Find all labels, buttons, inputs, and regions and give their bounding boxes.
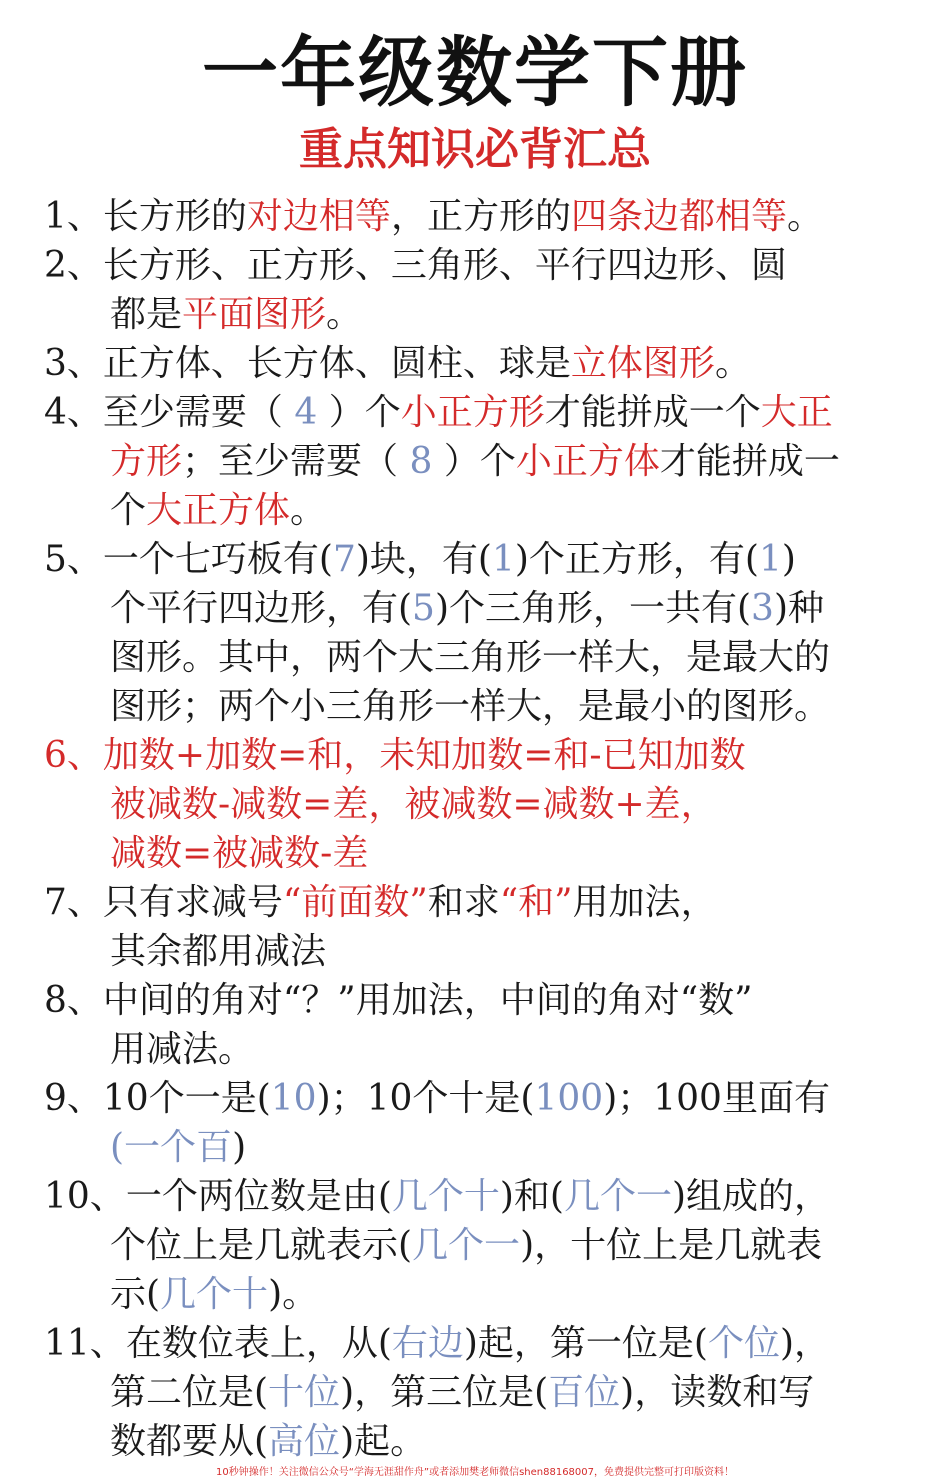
item-text: )起，第一位是( xyxy=(463,1323,708,1364)
item-text: 在数位表上，从( xyxy=(125,1323,392,1364)
item-line xyxy=(0,1123,950,1172)
item-text: 其余都用减法 xyxy=(110,931,327,972)
knowledge-item xyxy=(0,192,950,241)
item-text: )块，有( xyxy=(355,539,492,580)
highlight-text: 大正 xyxy=(760,392,833,433)
item-text: )种 xyxy=(773,588,824,629)
highlight-text: 对边相等 xyxy=(246,196,391,237)
highlight-text: “和” xyxy=(499,882,573,923)
page-subtitle: 重点知识必背汇总 xyxy=(299,124,651,175)
answer-text: 高位 xyxy=(268,1421,341,1462)
item-text: )，第三位是( xyxy=(340,1372,549,1413)
item-line xyxy=(0,731,950,780)
item-text: ）个 xyxy=(317,392,401,433)
item-number: 4、 xyxy=(44,392,103,433)
item-text: 一个七巧板有( xyxy=(102,539,333,580)
item-text: 正方体、长方体、圆柱、球是 xyxy=(102,343,571,384)
item-text: 中间的角对“？”用加法，中间的角对“数” xyxy=(102,980,753,1021)
item-number: 2、 xyxy=(44,245,103,286)
item-line xyxy=(0,976,950,1025)
item-number: 11、 xyxy=(44,1323,126,1364)
item-text: 才能拼成一个 xyxy=(544,392,761,433)
footer-note: 10秒钟操作！关注微信公众号“学海无涯甜作舟”或者添加樊老师微信shen88168007，免费提供完整可打印版资料！ xyxy=(215,1467,735,1478)
item-line xyxy=(0,241,950,290)
item-text: ，正方形的 xyxy=(390,196,571,237)
item-line xyxy=(0,1270,950,1319)
item-number: 5、 xyxy=(44,539,103,580)
item-text: 减数=被减数-差 xyxy=(110,833,369,874)
item-text: 用减法。 xyxy=(110,1029,255,1070)
highlight-text: “前面数” xyxy=(282,882,428,923)
highlight-text: 小正方形 xyxy=(400,392,545,433)
item-text: ) xyxy=(232,1127,247,1168)
item-text: 只有求减号 xyxy=(102,882,283,923)
item-text: 加数+加数=和，未知加数=和-已知加数 xyxy=(102,735,746,776)
knowledge-item xyxy=(0,1074,950,1172)
page-title: 一年级数学下册 xyxy=(202,28,748,117)
item-text: 图形。其中，两个大三角形一样大，是最大的 xyxy=(110,637,831,678)
item-text: )，读数和写 xyxy=(620,1372,815,1413)
item-text: 才能拼成一 xyxy=(659,441,840,482)
answer-text: 1 xyxy=(758,539,782,580)
knowledge-item xyxy=(0,878,950,976)
answer-text: 十位 xyxy=(268,1372,341,1413)
item-line xyxy=(0,339,950,388)
knowledge-item xyxy=(0,241,950,339)
item-number: 3、 xyxy=(44,343,103,384)
item-text: 第二位是( xyxy=(110,1372,269,1413)
item-number: 7、 xyxy=(44,882,103,923)
item-line xyxy=(0,829,950,878)
item-line xyxy=(0,1221,950,1270)
item-text: 被减数-减数=差，被减数=减数+差， xyxy=(110,784,717,825)
item-text: )组成的， xyxy=(671,1176,831,1217)
knowledge-item xyxy=(0,1319,950,1466)
item-line xyxy=(0,1417,950,1466)
item-text: 个位上是几就表示( xyxy=(110,1225,413,1266)
item-text: 一个两位数是由( xyxy=(125,1176,392,1217)
knowledge-item xyxy=(0,339,950,388)
highlight-text: 小正方体 xyxy=(515,441,660,482)
answer-text: 几个十 xyxy=(391,1176,500,1217)
item-text: 。 xyxy=(326,294,363,335)
item-text: )个三角形，一共有( xyxy=(434,588,752,629)
answer-text: 几个一 xyxy=(563,1176,672,1217)
answer-text: 5 xyxy=(412,588,435,629)
item-line xyxy=(0,1074,950,1123)
answer-text: 百位 xyxy=(548,1372,621,1413)
item-text: 长方形、正方形、三角形、平行四边形、圆 xyxy=(102,245,787,286)
item-number: 9、 xyxy=(44,1078,103,1119)
item-line xyxy=(0,290,950,339)
answer-text: 10 xyxy=(270,1078,317,1119)
item-text: 长方形的 xyxy=(102,196,247,237)
item-text: 图形；两个小三角形一样大，是最小的图形。 xyxy=(110,686,831,727)
item-text: ；至少需要（ xyxy=(182,441,410,482)
answer-text: 几个一 xyxy=(412,1225,521,1266)
item-text: 。 xyxy=(714,343,751,384)
item-line xyxy=(0,780,950,829)
item-number: 6、 xyxy=(44,735,103,776)
item-text: 和求 xyxy=(427,882,500,923)
item-line xyxy=(0,878,950,927)
answer-text: 1 xyxy=(491,539,515,580)
item-number: 10、 xyxy=(44,1176,126,1217)
item-number: 8、 xyxy=(44,980,103,1021)
item-line xyxy=(0,633,950,682)
item-line xyxy=(0,682,950,731)
item-text: )个正方形，有( xyxy=(514,539,759,580)
knowledge-list xyxy=(0,192,950,1466)
answer-text: 3 xyxy=(751,588,774,629)
answer-text: 个位 xyxy=(707,1323,780,1364)
highlight-text: 四条边都相等 xyxy=(570,196,787,237)
item-line xyxy=(0,388,950,437)
highlight-text: 立体图形 xyxy=(570,343,715,384)
item-text: 都是 xyxy=(110,294,183,335)
item-line xyxy=(0,535,950,584)
knowledge-item xyxy=(0,388,950,535)
item-text: )；100里面有 xyxy=(603,1078,830,1119)
item-line xyxy=(0,927,950,976)
answer-text: 7 xyxy=(332,539,356,580)
item-text: 至少需要（ xyxy=(102,392,295,433)
highlight-text: 大正方体 xyxy=(146,490,291,531)
item-text: )， xyxy=(779,1323,831,1364)
item-text: )；10个十是( xyxy=(316,1078,535,1119)
answer-text: 几个十 xyxy=(160,1274,269,1315)
item-line xyxy=(0,1172,950,1221)
answer-text: 8 xyxy=(409,441,433,482)
knowledge-item xyxy=(0,976,950,1074)
item-line xyxy=(0,1368,950,1417)
item-text: )起。 xyxy=(340,1421,427,1462)
item-text: )。 xyxy=(268,1274,319,1315)
answer-text: 4 xyxy=(294,392,318,433)
item-text: 用加法， xyxy=(572,882,717,923)
item-text: 示( xyxy=(110,1274,161,1315)
answer-text: 100 xyxy=(534,1078,604,1119)
item-text: )和( xyxy=(499,1176,564,1217)
item-line xyxy=(0,437,950,486)
highlight-text: 平面图形 xyxy=(182,294,327,335)
answer-text: ( xyxy=(110,1127,125,1168)
knowledge-item xyxy=(0,731,950,878)
item-number: 1、 xyxy=(44,196,103,237)
answer-text: 右边 xyxy=(391,1323,464,1364)
knowledge-item xyxy=(0,1172,950,1319)
item-line xyxy=(0,584,950,633)
item-line xyxy=(0,1025,950,1074)
item-text: 个平行四边形，有( xyxy=(110,588,413,629)
highlight-text: 方形 xyxy=(110,441,183,482)
item-line xyxy=(0,486,950,535)
item-text: ) xyxy=(781,539,796,580)
item-text: ）个 xyxy=(432,441,516,482)
item-line xyxy=(0,192,950,241)
knowledge-item xyxy=(0,535,950,731)
item-line xyxy=(0,1319,950,1368)
item-text: 个 xyxy=(110,490,147,531)
item-text: 。 xyxy=(290,490,327,531)
item-text: )，十位上是几就表 xyxy=(520,1225,823,1266)
item-text: 10个一是( xyxy=(102,1078,271,1119)
item-text: 数都要从( xyxy=(110,1421,269,1462)
item-text: 。 xyxy=(786,196,823,237)
answer-text: 一个百 xyxy=(124,1127,233,1168)
